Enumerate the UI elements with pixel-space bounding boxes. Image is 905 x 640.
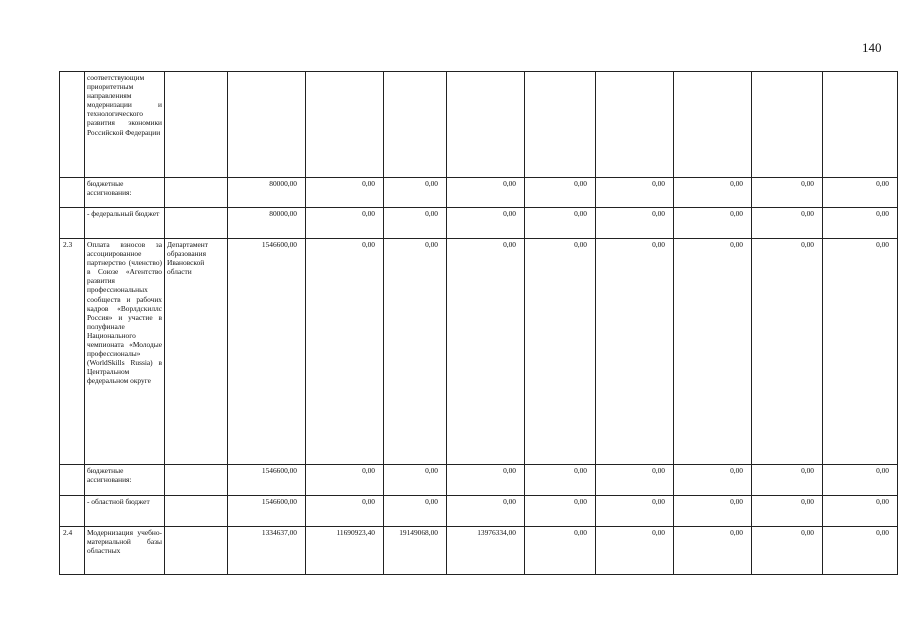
value-cell: 0,00 [306, 178, 384, 208]
value-cell: 0,00 [447, 208, 525, 239]
row-executor [165, 527, 228, 575]
value-cell: 0,00 [447, 178, 525, 208]
value-cell: 1546600,00 [228, 496, 306, 527]
row-number [60, 72, 85, 178]
value-cell: 0,00 [674, 496, 752, 527]
row-executor [165, 496, 228, 527]
table-row [60, 178, 898, 208]
value-cell: 0,00 [596, 208, 674, 239]
value-cell: 0,00 [384, 496, 447, 527]
value-cell: 0,00 [823, 208, 898, 239]
value-cell: 1546600,00 [228, 239, 306, 465]
value-cell: 0,00 [306, 208, 384, 239]
table-row [60, 527, 898, 575]
value-cell [674, 72, 752, 178]
value-cell [447, 72, 525, 178]
value-cell: 0,00 [447, 239, 525, 465]
row-number: 2.3 [60, 239, 85, 465]
value-cell: 0,00 [525, 496, 596, 527]
value-cell: 0,00 [674, 239, 752, 465]
value-cell: 19149068,00 [384, 527, 447, 575]
value-cell: 0,00 [306, 239, 384, 465]
value-cell: 0,00 [752, 178, 823, 208]
value-cell: 11690923,40 [306, 527, 384, 575]
value-cell: 0,00 [752, 465, 823, 496]
value-cell [823, 72, 898, 178]
row-executor [165, 178, 228, 208]
value-cell: 0,00 [596, 496, 674, 527]
row-executor [165, 72, 228, 178]
value-cell: 0,00 [596, 465, 674, 496]
value-cell [306, 72, 384, 178]
table-row [60, 496, 898, 527]
value-cell: 0,00 [823, 178, 898, 208]
value-cell: 0,00 [674, 208, 752, 239]
value-cell [596, 72, 674, 178]
value-cell [525, 72, 596, 178]
value-cell: 0,00 [384, 239, 447, 465]
table-row [60, 239, 898, 465]
table-row [60, 72, 898, 178]
value-cell: 0,00 [752, 496, 823, 527]
value-cell [228, 72, 306, 178]
value-cell: 1546600,00 [228, 465, 306, 496]
value-cell: 0,00 [596, 239, 674, 465]
row-description: Модернизация учебно-материальной базы областных [85, 527, 165, 575]
value-cell [384, 72, 447, 178]
row-description: - федеральный бюджет [85, 208, 165, 239]
row-description: Оплата взносов за ассоциированное партнерство (членство) в Союзе «Агентство развития профессиональных сообществ и рабочих кадров «Ворлдскиллс Россия» и участие в полуфинале Национального чемпионата «Молодые профессионалы» (WorldSkills Russia) в Центральном федеральном округе [85, 239, 165, 465]
value-cell: 0,00 [752, 527, 823, 575]
value-cell: 80000,00 [228, 178, 306, 208]
value-cell: 0,00 [823, 527, 898, 575]
table-row [60, 465, 898, 496]
row-executor [165, 208, 228, 239]
value-cell: 0,00 [823, 239, 898, 465]
value-cell: 0,00 [674, 465, 752, 496]
value-cell: 0,00 [306, 465, 384, 496]
row-number [60, 208, 85, 239]
budget-table [59, 71, 898, 575]
value-cell: 0,00 [525, 178, 596, 208]
row-description: бюджетные ассигнования: [85, 178, 165, 208]
value-cell: 0,00 [447, 465, 525, 496]
value-cell [752, 72, 823, 178]
row-executor: Департамент образования Ивановской области [165, 239, 228, 465]
value-cell: 0,00 [674, 178, 752, 208]
value-cell: 1334637,00 [228, 527, 306, 575]
value-cell: 0,00 [525, 465, 596, 496]
value-cell: 0,00 [674, 527, 752, 575]
value-cell: 0,00 [596, 178, 674, 208]
row-number [60, 465, 85, 496]
value-cell: 13976334,00 [447, 527, 525, 575]
value-cell: 0,00 [306, 496, 384, 527]
row-description: - областной бюджет [85, 496, 165, 527]
row-executor [165, 465, 228, 496]
value-cell: 0,00 [752, 208, 823, 239]
value-cell: 0,00 [596, 527, 674, 575]
value-cell: 0,00 [525, 208, 596, 239]
value-cell: 0,00 [447, 496, 525, 527]
value-cell: 0,00 [384, 465, 447, 496]
value-cell: 0,00 [384, 178, 447, 208]
value-cell: 0,00 [823, 465, 898, 496]
value-cell: 0,00 [525, 527, 596, 575]
row-description: соответствующим приоритетным направлениям модернизации и технологического развития экономики Российской Федерации [85, 72, 165, 178]
table-row [60, 208, 898, 239]
value-cell: 0,00 [525, 239, 596, 465]
value-cell: 0,00 [384, 208, 447, 239]
page-number: 140 [862, 40, 882, 55]
row-number [60, 496, 85, 527]
value-cell: 0,00 [752, 239, 823, 465]
row-description: бюджетные ассигнования: [85, 465, 165, 496]
value-cell: 80000,00 [228, 208, 306, 239]
row-number [60, 178, 85, 208]
row-number: 2.4 [60, 527, 85, 575]
value-cell: 0,00 [823, 496, 898, 527]
